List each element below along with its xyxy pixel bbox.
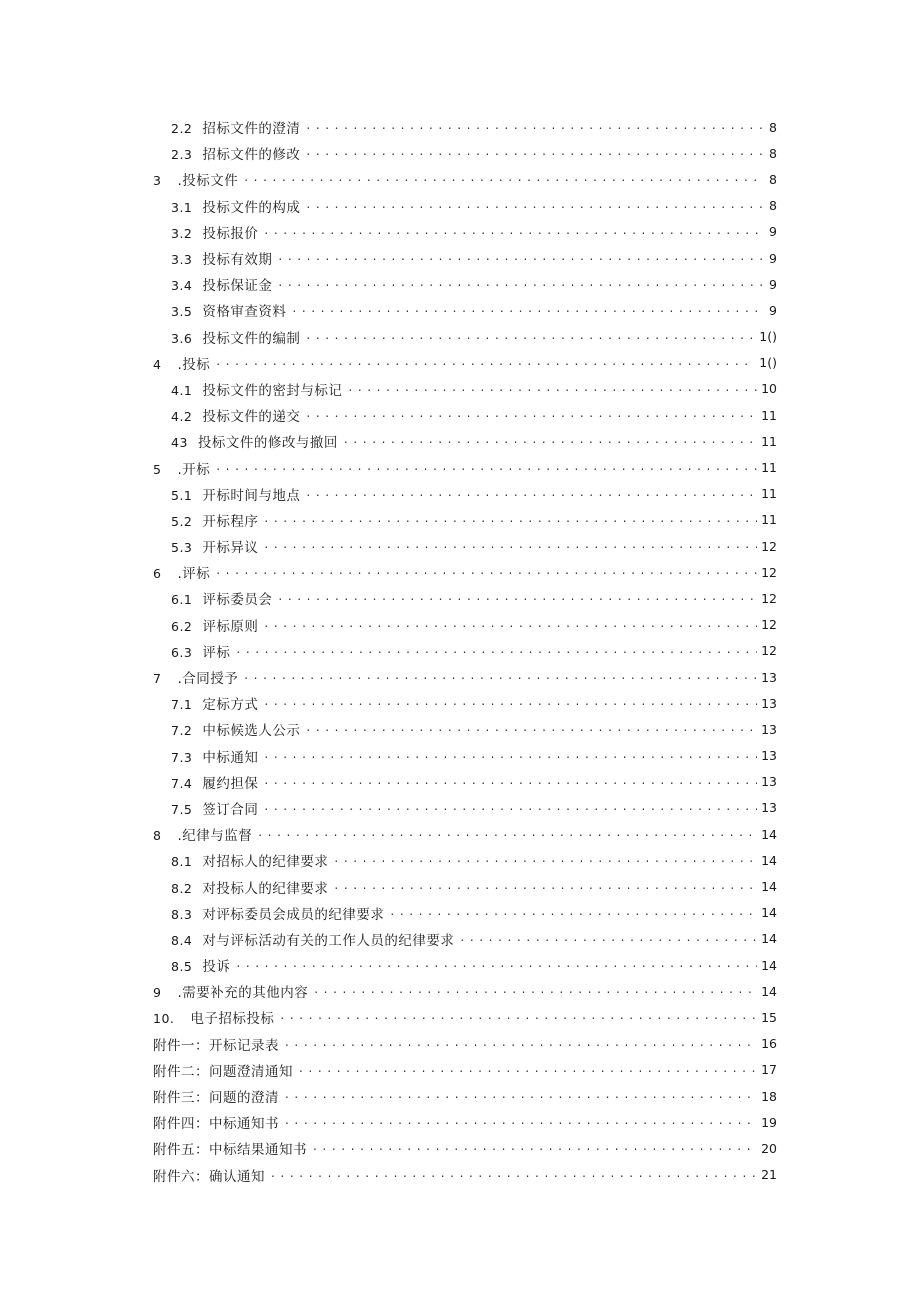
toc-entry-page-number: 12: [761, 538, 777, 554]
toc-entry-page-number: 9: [769, 250, 777, 266]
toc-entry[interactable]: [0, 114, 920, 140]
dot-leader: [271, 1168, 757, 1182]
toc-entry-label: [153, 1060, 293, 1080]
toc-entry-page-number: 1(): [759, 329, 777, 345]
toc-entry-label: [171, 196, 300, 216]
toc-entry-label: [171, 798, 258, 818]
toc-entry[interactable]: [0, 638, 920, 664]
toc-entry-label: [171, 117, 300, 137]
toc-entry-title: 投标报价: [202, 225, 259, 242]
toc-entry-page-number: 13: [761, 800, 777, 816]
toc-entry[interactable]: [0, 1057, 920, 1083]
toc-entry-title: 电子招标投标: [190, 1011, 275, 1028]
dot-leader: [292, 303, 763, 317]
toc-entry[interactable]: [0, 454, 920, 480]
toc-entry-title: 附件三：问题的澄清: [153, 1090, 279, 1107]
toc-entry-page-number: 12: [761, 590, 777, 606]
toc-entry-number: 43: [171, 435, 188, 451]
toc-entry[interactable]: [0, 481, 920, 507]
toc-entry-number: 7.3: [171, 749, 193, 765]
toc-entry-title: 附件五：中标结果通知书: [153, 1142, 307, 1159]
toc-entry-label: [171, 536, 258, 556]
dot-leader: [280, 1010, 757, 1024]
toc-entry-title: 对招标人的纪律要求: [202, 854, 329, 871]
dot-leader: [306, 146, 763, 160]
toc-entry-number: 7.5: [171, 801, 193, 817]
toc-entry-page-number: 17: [761, 1062, 777, 1078]
toc-entry-page-number: 13: [761, 695, 777, 711]
toc-entry[interactable]: [0, 166, 920, 192]
toc-entry-page-number: 16: [761, 1036, 777, 1052]
toc-entry-number: 8.2: [171, 880, 193, 896]
dot-leader: [264, 749, 757, 763]
toc-entry-number: 6.1: [171, 592, 193, 608]
toc-entry-number: 7: [153, 671, 162, 687]
toc-entry-title: 开标异议: [202, 540, 259, 557]
dot-leader: [216, 461, 757, 475]
toc-entry-page-number: 8: [769, 198, 777, 214]
toc-entry[interactable]: [0, 245, 920, 271]
toc-entry[interactable]: [0, 795, 920, 821]
toc-entry[interactable]: [0, 559, 920, 585]
toc-entry-title: .合同授予: [177, 671, 239, 688]
toc-entry-page-number: 9: [769, 276, 777, 292]
toc-entry-title: 投标文件的构成: [202, 199, 301, 216]
toc-entry-title: 对评标委员会成员的纪律要求: [202, 906, 385, 923]
table-of-contents: [0, 114, 920, 1188]
toc-entry-page-number: 12: [761, 643, 777, 659]
toc-entry-number: 3.1: [171, 199, 193, 215]
toc-entry-page-number: 14: [761, 826, 777, 842]
dot-leader: [264, 618, 757, 632]
toc-entry-page-number: 10: [761, 381, 777, 397]
toc-entry[interactable]: [0, 402, 920, 428]
toc-entry-label: [171, 274, 272, 294]
dot-leader: [244, 670, 757, 684]
toc-entry-number: 8.3: [171, 906, 193, 922]
toc-entry-label: [153, 1165, 265, 1185]
dot-leader: [264, 801, 757, 815]
toc-entry-title: 开标程序: [202, 513, 259, 530]
dot-leader: [306, 120, 763, 134]
toc-entry-page-number: 11: [761, 512, 777, 528]
toc-entry-label: [171, 641, 230, 661]
toc-entry-number: 2.3: [171, 147, 193, 163]
toc-entry-title: 投标文件的密封与标记: [202, 382, 343, 399]
toc-entry-title: 投标保证金: [202, 278, 273, 295]
toc-entry-title: 签订合同: [202, 801, 259, 818]
toc-entry-label: [171, 431, 338, 451]
dot-leader: [285, 1089, 757, 1103]
toc-entry-title: 中标通知: [202, 749, 259, 766]
toc-entry-page-number: 18: [761, 1088, 777, 1104]
toc-entry[interactable]: [0, 140, 920, 166]
dot-leader: [264, 775, 757, 789]
toc-entry-page-number: 21: [761, 1167, 777, 1183]
toc-entry-title: 投诉: [202, 959, 231, 976]
toc-entry-number: 5.1: [171, 487, 193, 503]
toc-entry[interactable]: [0, 1162, 920, 1188]
toc-entry-label: [171, 929, 454, 949]
toc-entry-title: 评标原则: [202, 618, 259, 635]
toc-entry-page-number: 11: [761, 433, 777, 449]
toc-entry[interactable]: [0, 219, 920, 245]
toc-entry-page-number: 13: [761, 774, 777, 790]
toc-entry-title: 对投标人的纪律要求: [202, 880, 329, 897]
toc-entry[interactable]: [0, 324, 920, 350]
toc-entry-page-number: 12: [761, 617, 777, 633]
toc-entry-label: [171, 327, 300, 347]
dot-leader: [258, 827, 757, 841]
toc-entry-title: 附件一：开标记录表: [153, 1037, 279, 1054]
toc-entry-number: 3.6: [171, 330, 193, 346]
toc-entry-number: 5.2: [171, 513, 193, 529]
toc-entry-title: .投标文件: [177, 173, 239, 190]
toc-entry-title: 开标时间与地点: [202, 487, 301, 504]
toc-entry-title: 投标有效期: [202, 252, 273, 269]
dot-leader: [299, 1063, 757, 1077]
dot-leader: [390, 906, 757, 920]
toc-entry-number: 3.5: [171, 304, 193, 320]
toc-entry-number: 5.3: [171, 540, 193, 556]
dot-leader: [306, 487, 757, 501]
dot-leader: [306, 722, 757, 736]
dot-leader: [244, 172, 763, 186]
toc-entry-page-number: 13: [761, 721, 777, 737]
dot-leader: [306, 199, 763, 213]
toc-entry-label: [171, 615, 258, 635]
toc-entry-page-number: 14: [761, 905, 777, 921]
toc-entry-number: 7.4: [171, 775, 193, 791]
toc-entry[interactable]: [0, 376, 920, 402]
toc-entry[interactable]: [0, 716, 920, 742]
toc-entry[interactable]: [0, 1031, 920, 1057]
dot-leader: [216, 356, 755, 370]
toc-entry-number: 7.2: [171, 723, 193, 739]
dot-leader: [216, 565, 757, 579]
toc-entry-number: 4.1: [171, 382, 193, 398]
toc-entry-title: 招标文件的澄清: [202, 121, 301, 138]
toc-entry-title: 投标文件的修改与撤回: [197, 435, 338, 452]
toc-entry-page-number: 8: [769, 171, 777, 187]
toc-entry-label: [153, 1138, 307, 1158]
toc-entry-label: [171, 955, 230, 975]
toc-entry-number: 3: [153, 173, 162, 189]
toc-entry[interactable]: [0, 533, 920, 559]
toc-entry-label: [171, 300, 286, 320]
dot-leader: [264, 513, 757, 527]
toc-entry-number: 4.2: [171, 409, 193, 425]
toc-entry[interactable]: [0, 1004, 920, 1030]
toc-entry-page-number: 9: [769, 224, 777, 240]
toc-entry-title: 中标候选人公示: [202, 723, 301, 740]
dot-leader: [313, 1141, 757, 1155]
toc-entry-title: 附件四：中标通知书: [153, 1116, 279, 1133]
toc-entry[interactable]: [0, 193, 920, 219]
toc-entry-page-number: 15: [761, 1009, 777, 1025]
toc-entry-number: 8.1: [171, 854, 193, 870]
toc-entry-label: [153, 1086, 279, 1106]
dot-leader: [236, 958, 757, 972]
toc-entry-number: 6.2: [171, 618, 193, 634]
toc-entry[interactable]: [0, 297, 920, 323]
toc-entry-label: [171, 746, 258, 766]
toc-entry-title: 投标文件的编制: [202, 330, 301, 347]
toc-entry[interactable]: [0, 743, 920, 769]
toc-entry-number: 3.2: [171, 225, 193, 241]
toc-entry-page-number: 14: [761, 879, 777, 895]
toc-entry-title: .纪律与监督: [177, 828, 253, 845]
dot-leader: [285, 1037, 757, 1051]
dot-leader: [278, 277, 763, 291]
toc-entry[interactable]: [0, 428, 920, 454]
dot-leader: [460, 932, 757, 946]
toc-entry[interactable]: [0, 952, 920, 978]
toc-entry-page-number: 13: [761, 748, 777, 764]
toc-entry-page-number: 8: [769, 145, 777, 161]
toc-entry-number: 9: [153, 985, 162, 1001]
toc-entry[interactable]: [0, 847, 920, 873]
toc-entry-title: 招标文件的修改: [202, 147, 301, 164]
toc-entry[interactable]: [0, 271, 920, 297]
toc-entry[interactable]: [0, 926, 920, 952]
toc-entry-label: [171, 405, 300, 425]
toc-entry-number: 3.4: [171, 278, 193, 294]
toc-entry-number: 6: [153, 566, 162, 582]
dot-leader: [334, 880, 757, 894]
toc-entry-page-number: 8: [769, 119, 777, 135]
toc-entry[interactable]: [0, 664, 920, 690]
toc-entry-title: .评标: [177, 566, 211, 583]
toc-entry-number: 6.3: [171, 644, 193, 660]
toc-entry-number: 5: [153, 461, 162, 477]
toc-entry-label: [171, 248, 272, 268]
toc-entry-page-number: 20: [761, 1140, 777, 1156]
toc-entry-title: .投标: [177, 356, 211, 373]
toc-entry-number: 8.5: [171, 959, 193, 975]
toc-entry-number: 10.: [153, 1011, 175, 1027]
toc-entry-label: [153, 169, 238, 189]
dot-leader: [285, 1115, 757, 1129]
toc-entry-title: 履约担保: [202, 775, 259, 792]
toc-entry-title: 评标: [202, 644, 231, 661]
toc-entry-title: 附件二：问题澄清通知: [153, 1063, 293, 1080]
toc-entry-page-number: 11: [761, 486, 777, 502]
toc-entry[interactable]: [0, 873, 920, 899]
toc-entry-label: [153, 667, 238, 687]
toc-entry-title: 附件六：确认通知: [153, 1168, 265, 1185]
dot-leader: [306, 408, 757, 422]
toc-entry-number: 7.1: [171, 697, 193, 713]
dot-leader: [314, 984, 757, 998]
toc-entry[interactable]: [0, 612, 920, 638]
dot-leader: [348, 382, 757, 396]
toc-entry-label: [153, 458, 210, 478]
toc-entry[interactable]: [0, 900, 920, 926]
dot-leader: [344, 434, 757, 448]
toc-entry-title: 投标文件的递交: [202, 409, 301, 426]
toc-entry-label: [171, 222, 258, 242]
toc-entry[interactable]: [0, 978, 920, 1004]
toc-entry-label: [153, 562, 210, 582]
toc-entry[interactable]: [0, 769, 920, 795]
toc-entry-label: [171, 143, 300, 163]
toc-entry-label: [153, 1007, 274, 1027]
dot-leader: [334, 853, 757, 867]
toc-entry-page-number: 1(): [759, 355, 777, 371]
toc-entry[interactable]: [0, 1135, 920, 1161]
toc-entry-page-number: 11: [761, 407, 777, 423]
toc-entry-label: [171, 693, 258, 713]
toc-entry-title: .需要补充的其他内容: [177, 985, 309, 1002]
toc-entry-title: .开标: [177, 461, 211, 478]
toc-entry-label: [171, 772, 258, 792]
dot-leader: [236, 644, 757, 658]
toc-entry-page-number: 13: [761, 669, 777, 685]
dot-leader: [264, 539, 757, 553]
toc-entry-page-number: 14: [761, 931, 777, 947]
dot-leader: [306, 330, 755, 344]
toc-entry[interactable]: [0, 1083, 920, 1109]
toc-entry-label: [171, 588, 272, 608]
toc-entry[interactable]: [0, 690, 920, 716]
toc-entry-page-number: 14: [761, 957, 777, 973]
toc-entry-label: [171, 510, 258, 530]
toc-entry-number: 8.4: [171, 932, 193, 948]
toc-entry-number: 8: [153, 828, 162, 844]
toc-entry-label: [153, 824, 252, 844]
dot-leader: [278, 251, 763, 265]
toc-entry-page-number: 9: [769, 302, 777, 318]
toc-entry-page-number: 14: [761, 983, 777, 999]
toc-entry-label: [153, 1112, 279, 1132]
toc-entry-title: 对与评标活动有关的工作人员的纪律要求: [202, 932, 455, 949]
toc-entry-page-number: 14: [761, 852, 777, 868]
toc-entry-label: [153, 981, 308, 1001]
dot-leader: [264, 225, 763, 239]
toc-entry-label: [171, 484, 300, 504]
toc-entry-number: 3.3: [171, 252, 193, 268]
toc-entry-label: [171, 379, 342, 399]
dot-leader: [264, 696, 757, 710]
toc-entry[interactable]: [0, 585, 920, 611]
toc-entry-label: [153, 1034, 279, 1054]
toc-entry-page-number: 12: [761, 564, 777, 580]
toc-entry-number: 2.2: [171, 121, 193, 137]
toc-entry-page-number: 11: [761, 460, 777, 476]
toc-entry-title: 资格审查资料: [202, 304, 287, 321]
toc-entry-number: 4: [153, 356, 162, 372]
toc-entry[interactable]: [0, 1109, 920, 1135]
toc-entry-label: [153, 353, 210, 373]
toc-entry-title: 定标方式: [202, 697, 259, 714]
dot-leader: [278, 591, 757, 605]
toc-entry[interactable]: [0, 507, 920, 533]
toc-entry[interactable]: [0, 821, 920, 847]
toc-entry-label: [171, 877, 328, 897]
toc-entry-page-number: 19: [761, 1114, 777, 1130]
toc-entry-label: [171, 903, 384, 923]
toc-entry-label: [171, 719, 300, 739]
toc-entry-label: [171, 850, 328, 870]
toc-entry[interactable]: [0, 350, 920, 376]
toc-entry-title: 评标委员会: [202, 592, 273, 609]
